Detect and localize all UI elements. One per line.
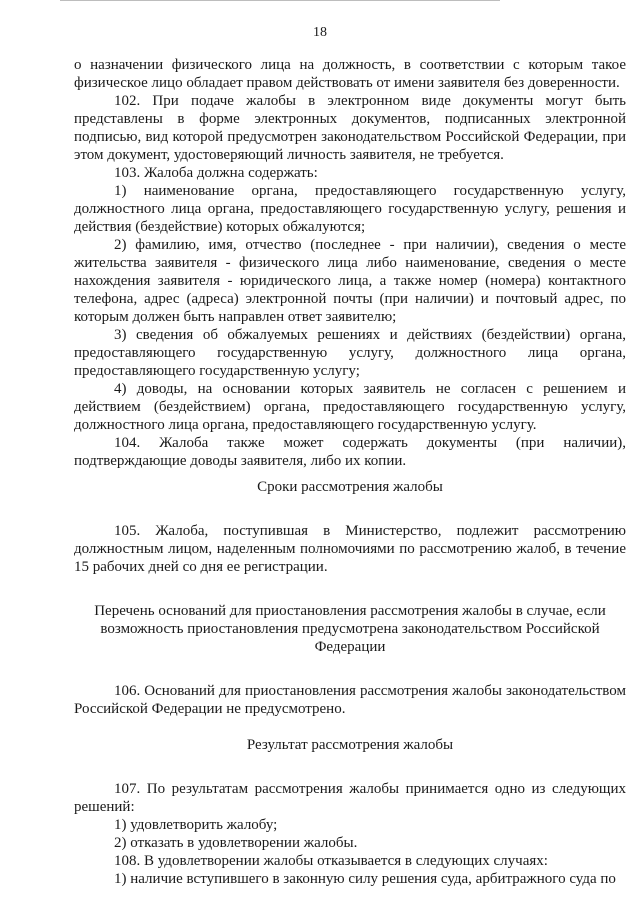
block-spacer: [74, 718, 626, 736]
paragraph: 2) фамилию, имя, отчество (последнее - при наличии), сведения о месте жительства заявителя - физического лица либо наименование, сведения о месте нахождения заявителя - юридического лица, а также номер (номера) контактного телефона, адрес (адреса) электронной почты (при наличии) и почтовый адрес, по которым должен быть направлен ответ заявителю;: [74, 237, 626, 325]
paragraph: 103. Жалоба должна содержать:: [114, 165, 318, 181]
paragraph: 105. Жалоба, поступившая в Министерство, подлежит рассмотрению должностным лицом, наделенным полномочиями по рассмотрению жалоб, в течение 15 рабочих дней со дня ее регистрации.: [74, 523, 626, 575]
paragraph: 107. По результатам рассмотрения жалобы принимается одно из следующих решений:: [74, 781, 626, 815]
paragraph: 2) отказать в удовлетворении жалобы.: [114, 835, 358, 851]
page-number: 18: [313, 25, 327, 40]
block-spacer: [74, 576, 626, 602]
block-spacer: [74, 754, 626, 780]
paragraph: 4) доводы, на основании которых заявитель не согласен с решением и действием (бездействием) органа, предоставляющего государственную услугу, должностного лица органа, предоставляющего государственную услугу.: [74, 381, 626, 433]
section-heading: Результат рассмотрения жалобы: [246, 737, 454, 753]
paragraph: о назначении физического лица на должность, в соответствии с которым такое физическое лицо обладает правом действовать от имени заявителя без доверенности.: [74, 57, 626, 91]
paragraph: 106. Оснований для приостановления рассмотрения жалобы законодательством Российской Федерации не предусмотрено.: [74, 683, 626, 717]
block-spacer: [74, 470, 626, 478]
paragraph: 1) наличие вступившего в законную силу решения суда, арбитражного суда по: [114, 871, 616, 887]
paragraph: 3) сведения об обжалуемых решениях и действиях (бездействии) органа, предоставляющего государственную услугу, должностного лица органа, предоставляющего государственную услугу;: [74, 327, 626, 379]
block-spacer: [74, 656, 626, 682]
paragraph: 1) наименование органа, предоставляющего государственную услугу, должностного лица органа, предоставляющего государственную услугу, решения и действия (бездействие) которых обжалуются;: [74, 183, 626, 235]
document-body: [74, 56, 626, 888]
paragraph: 1) удовлетворить жалобу;: [114, 817, 278, 833]
paragraph: 108. В удовлетворении жалобы отказывается в следующих случаях:: [114, 853, 548, 869]
section-heading: Сроки рассмотрения жалобы: [257, 479, 443, 495]
section-heading: Перечень оснований для приостановления рассмотрения жалобы в случае, если возможность приостановления предусмотрена законодательством Российской Федерации: [94, 603, 606, 655]
paragraph: 104. Жалоба также может содержать документы (при наличии), подтверждающие доводы заявителя, либо их копии.: [74, 435, 626, 469]
scan-edge-line: [60, 0, 500, 1]
block-spacer: [74, 496, 626, 522]
paragraph: 102. При подаче жалобы в электронном виде документы могут быть представлены в форме электронных документов, подписанных электронной подписью, вид которой предусмотрен законодательством Российской Федерации, при этом документ, удостоверяющий личность заявителя, не требуется.: [74, 93, 626, 163]
